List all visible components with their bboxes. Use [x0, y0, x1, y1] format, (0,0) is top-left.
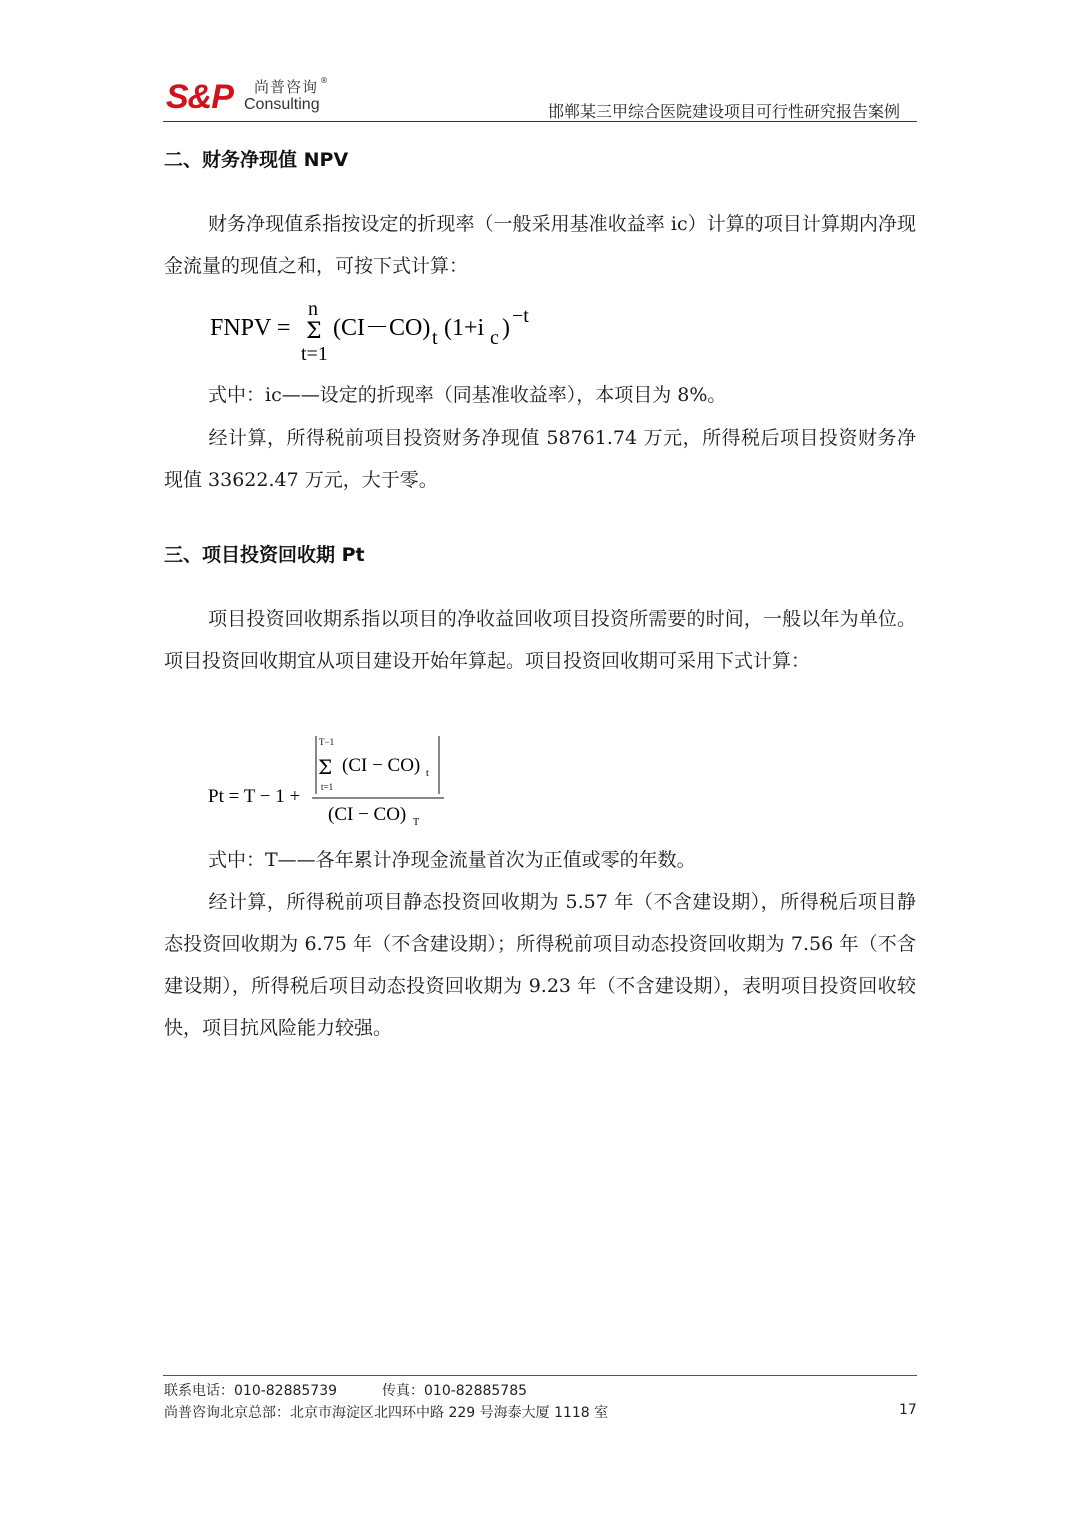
npv-sub-c: c	[490, 327, 499, 349]
page-number: 17	[899, 1402, 917, 1418]
npv-formula-body: (CI－CO)	[333, 315, 431, 341]
payback-formula-lhs: Pt = T − 1 +	[208, 786, 301, 807]
npv-intro-text: 财务净现值系指按设定的折现率（一般采用基准收益率 ic）计算的项目计算期内净现金流量的现值之和，可按下式计算：	[164, 213, 916, 277]
document-title: 邯郸某三甲综合医院建设项目可行性研究报告案例	[547, 102, 900, 121]
npv-where-paragraph	[164, 374, 916, 416]
npv-where-text: 式中：ic——设定的折现率（同基准收益率），本项目为 8%。	[208, 384, 727, 406]
npv-sub-t: t	[432, 327, 438, 349]
npv-result-text: 经计算，所得税前项目投资财务净现值 58761.74 万元，所得税后项目投资财务净现值 33622.47 万元，大于零。	[164, 427, 916, 491]
npv-exponent: −t	[512, 305, 529, 327]
payback-num-body: (CI − CO)	[342, 755, 421, 776]
payback-den-body: (CI − CO)	[328, 804, 407, 825]
npv-intro-paragraph	[164, 203, 916, 287]
npv-formula-close: )	[502, 315, 510, 341]
npv-sum-lower: t=1	[301, 343, 328, 365]
npv-sum-upper: n	[308, 300, 318, 320]
npv-formula-lhs: FNPV =	[210, 315, 291, 341]
payback-sum-sign: Σ	[318, 755, 333, 779]
footer-divider	[163, 1375, 917, 1376]
payback-where-paragraph	[164, 839, 916, 881]
footer-phone: 联系电话：010-82885739	[164, 1383, 338, 1399]
payback-result-text: 经计算，所得税前项目静态投资回收期为 5.57 年（不含建设期），所得税后项目静态投资回收期为 6.75 年（不含建设期）；所得税前项目动态投资回收期为 7.56 年（不含建设期），所得税后项目动态投资回收期为 9.23 年（不含建设期），表明项目投资回收较快，项目抗风险能力较强。	[164, 891, 916, 1039]
npv-formula-factor: (1+i	[444, 315, 485, 341]
payback-formula	[208, 732, 468, 832]
footer-address: 尚普咨询北京总部：北京市海淀区北四环中路 229 号海泰大厦 1118 室	[164, 1405, 609, 1421]
logo-mark: S&P	[166, 78, 233, 116]
npv-sum-sign: Σ	[306, 319, 322, 344]
payback-intro-text: 项目投资回收期系指以项目的净收益回收项目投资所需要的时间，一般以年为单位。项目投资回收期宜从项目建设开始年算起。项目投资回收期可采用下式计算：	[164, 608, 916, 672]
logo-english-name: Consulting	[244, 96, 320, 113]
payback-num-sub: t	[426, 768, 429, 779]
section-heading-payback: 三、项目投资回收期 Pt	[164, 544, 365, 566]
logo-registered-mark: ®	[320, 76, 328, 85]
payback-sum-upper: T−1	[319, 737, 335, 747]
payback-intro-paragraph	[164, 598, 916, 682]
payback-sum-lower: t=1	[321, 782, 334, 792]
logo-chinese-name: 尚普咨询	[254, 78, 319, 96]
npv-result-paragraph	[164, 417, 916, 501]
payback-den-sub: T	[413, 817, 420, 828]
payback-result-paragraph	[164, 881, 916, 1049]
header-divider	[163, 121, 917, 122]
npv-formula	[210, 300, 570, 370]
footer-fax: 传真：010-82885785	[382, 1383, 528, 1399]
payback-where-text: 式中：T——各年累计净现金流量首次为正值或零的年数。	[208, 849, 696, 871]
section-heading-npv: 二、财务净现值 NPV	[164, 149, 349, 171]
